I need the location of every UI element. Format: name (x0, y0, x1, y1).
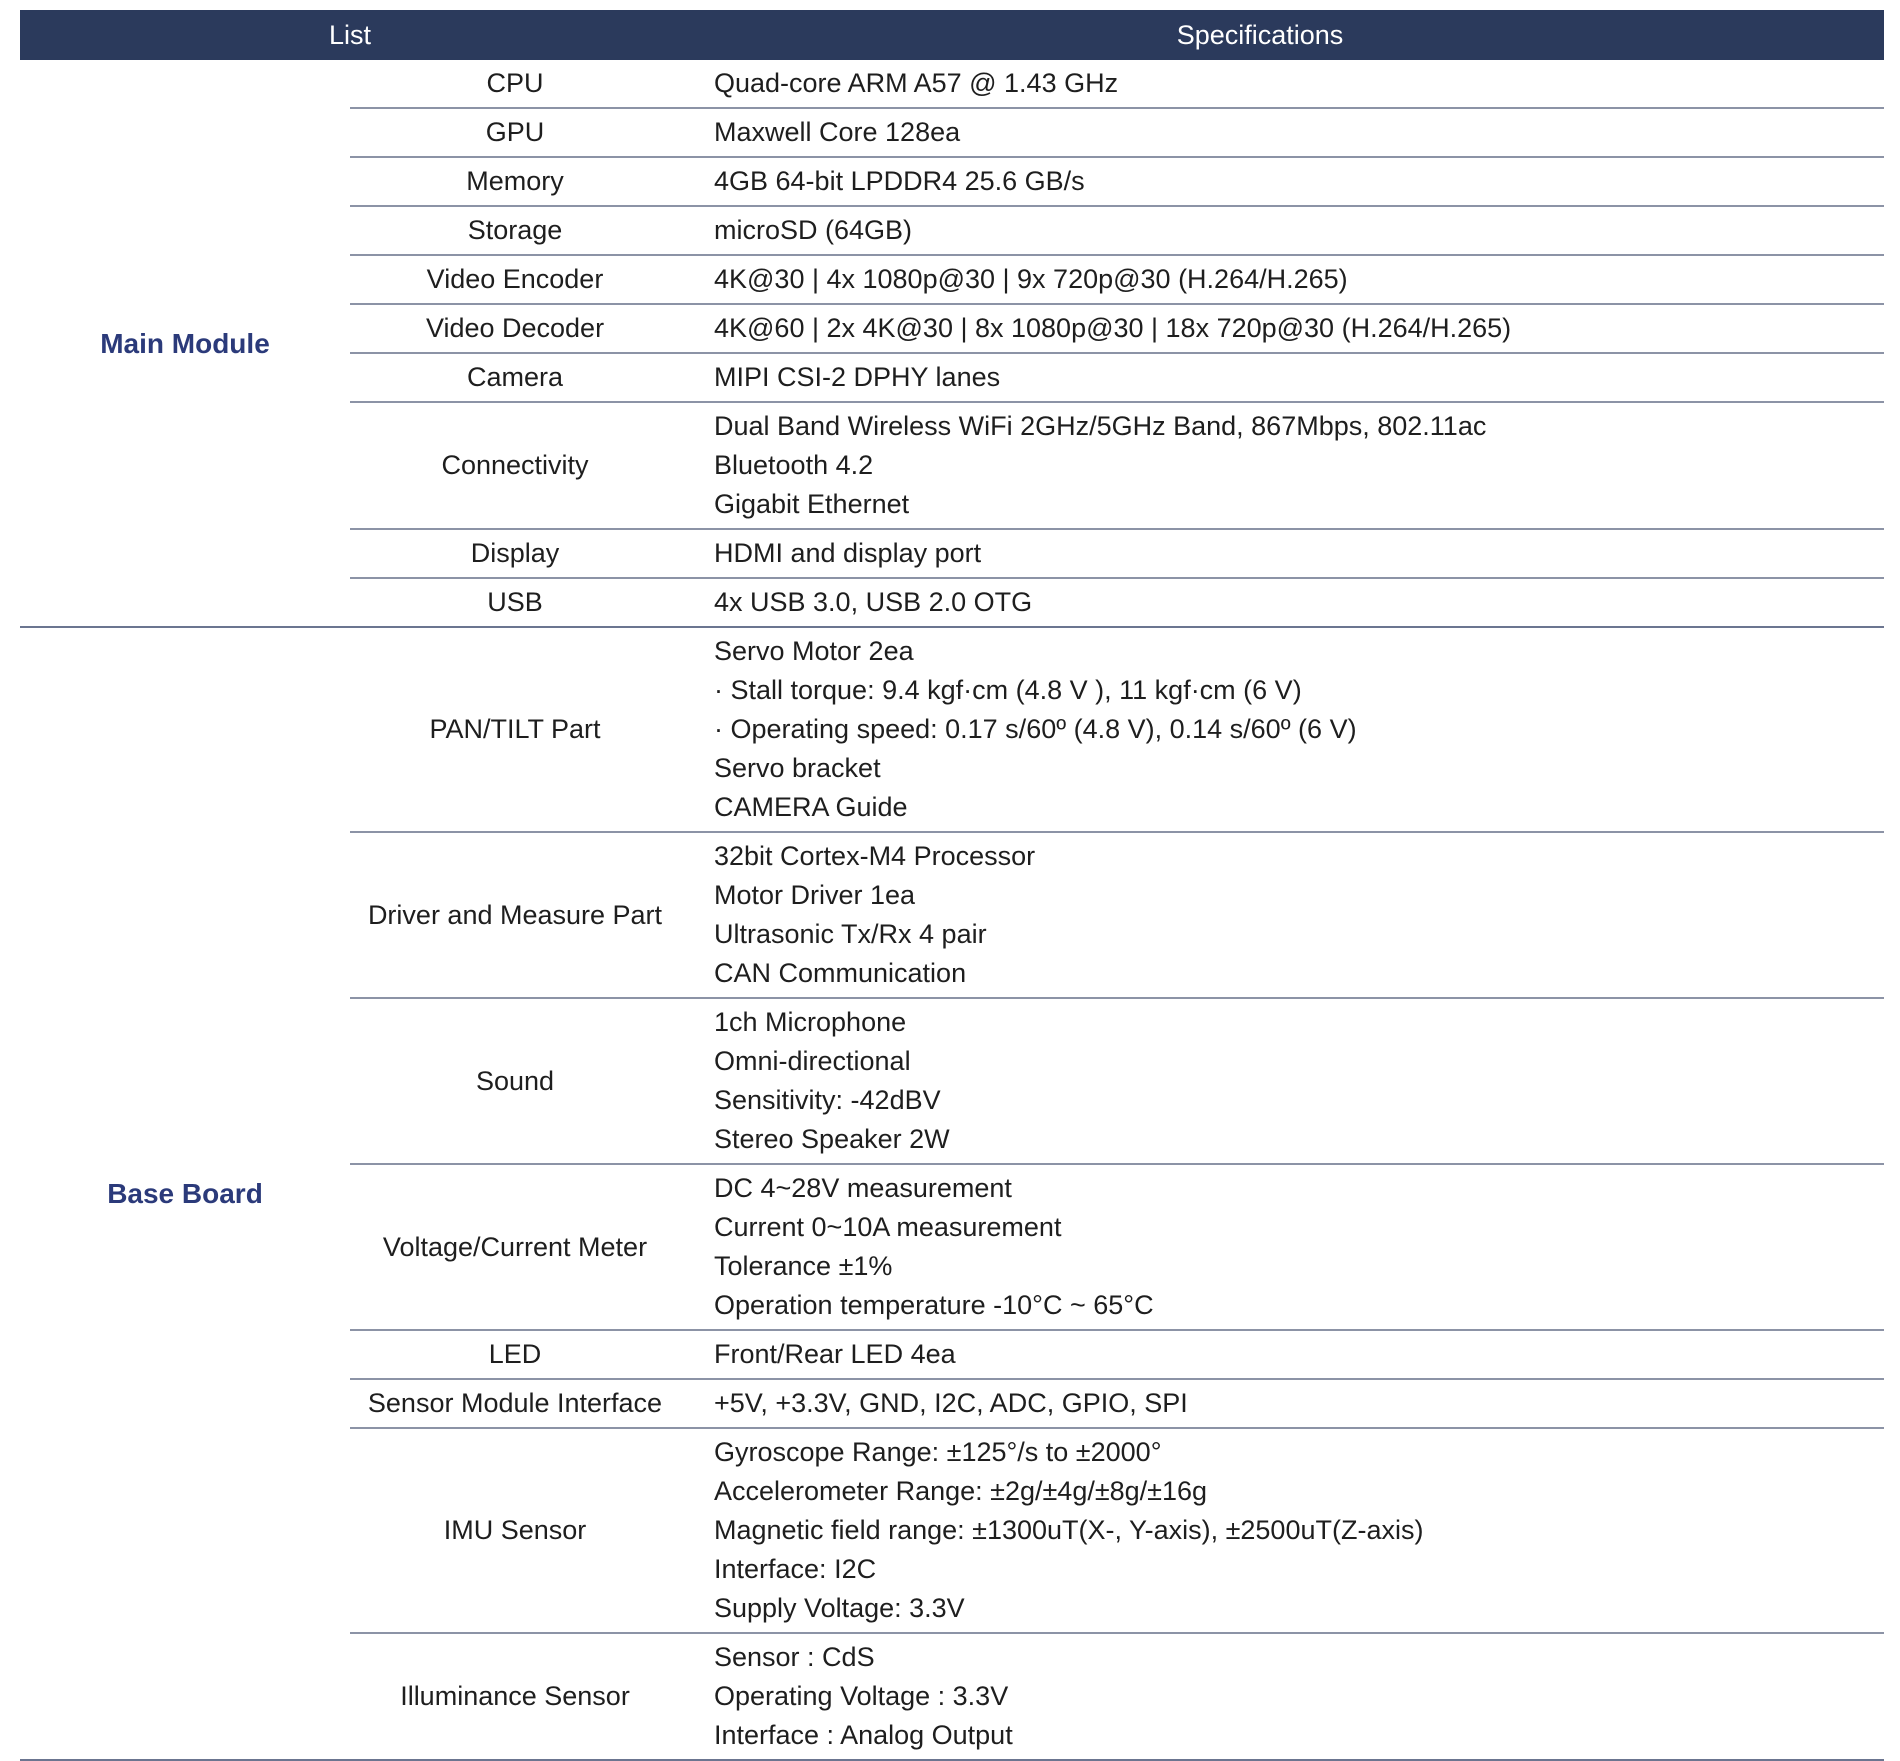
spec-item-label: Illuminance Sensor (350, 1633, 680, 1760)
spec-value-cell (680, 578, 1884, 627)
spec-item-label: USB (350, 578, 680, 627)
spec-value-cell (680, 998, 1884, 1164)
spec-value-line: Magnetic field range: ±1300uT(X-, Y-axis), ±2500uT(Z-axis) (714, 1515, 1424, 1545)
spec-value-line: · Operating speed: 0.17 s/60º (4.8 V), 0.14 s/60º (6 V) (714, 714, 1357, 744)
spec-value-line: Interface: I2C (714, 1554, 877, 1584)
spec-value-line: Dual Band Wireless WiFi 2GHz/5GHz Band, 867Mbps, 802.11ac (714, 411, 1487, 441)
table-row (20, 60, 1884, 108)
spec-value-cell (680, 529, 1884, 578)
header-list: List (20, 10, 680, 60)
spec-item-label: CPU (350, 60, 680, 108)
spec-value-line: +5V, +3.3V, GND, I2C, ADC, GPIO, SPI (714, 1388, 1188, 1418)
spec-value-line: Bluetooth 4.2 (714, 450, 874, 480)
table-body (20, 60, 1884, 1760)
spec-value-cell (680, 1330, 1884, 1379)
group-base-board: Base Board (20, 627, 350, 1760)
spec-value-line: 4GB 64-bit LPDDR4 25.6 GB/s (714, 166, 1085, 196)
spec-value-line: Sensitivity: -42dBV (714, 1085, 941, 1115)
spec-value-cell (680, 353, 1884, 402)
spec-value-line: HDMI and display port (714, 538, 982, 568)
spec-item-label: GPU (350, 108, 680, 157)
spec-value-cell (680, 1379, 1884, 1428)
spec-value-line: Omni-directional (714, 1046, 911, 1076)
spec-value-cell (680, 304, 1884, 353)
spec-item-label: Sensor Module Interface (350, 1379, 680, 1428)
spec-value-line: Maxwell Core 128ea (714, 117, 961, 147)
group-main-module: Main Module (20, 60, 350, 627)
table-row (20, 627, 1884, 832)
spec-value-line: Operating Voltage : 3.3V (714, 1681, 1009, 1711)
spec-item-label: Storage (350, 206, 680, 255)
header-specifications (680, 10, 1884, 60)
spec-value-line: CAN Communication (714, 958, 967, 988)
spec-value-line: DC 4~28V measurement (714, 1173, 1012, 1203)
spec-value-cell (680, 60, 1884, 108)
spec-item-label: Memory (350, 157, 680, 206)
spec-value-line: Servo bracket (714, 753, 881, 783)
spec-item-label: Connectivity (350, 402, 680, 529)
spec-value-line: Ultrasonic Tx/Rx 4 pair (714, 919, 987, 949)
spec-item-label: Driver and Measure Part (350, 832, 680, 998)
spec-item-label: Display (350, 529, 680, 578)
spec-value-line: · Stall torque: 9.4 kgf·cm (4.8 V ), 11 kgf·cm (6 V) (714, 675, 1302, 705)
spec-value-line: Operation temperature -10°C ~ 65°C (714, 1290, 1154, 1320)
spec-value-line: Accelerometer Range: ±2g/±4g/±8g/±16g (714, 1476, 1208, 1506)
spec-item-label: Video Encoder (350, 255, 680, 304)
spec-value-line: Current 0~10A measurement (714, 1212, 1062, 1242)
spec-value-cell (680, 402, 1884, 529)
spec-value-line: Interface : Analog Output (714, 1720, 1013, 1750)
spec-value-cell (680, 1633, 1884, 1760)
spec-value-line: Gyroscope Range: ±125°/s to ±2000° (714, 1437, 1162, 1467)
spec-value-line: Tolerance ±1% (714, 1251, 893, 1281)
header-specifications-label: Specifications (1176, 19, 1344, 50)
spec-value-line: 32bit Cortex-M4 Processor (714, 841, 1036, 871)
spec-value-line: Stereo Speaker 2W (714, 1124, 950, 1154)
spec-item-label: Camera (350, 353, 680, 402)
spec-value-line: Sensor : CdS (714, 1642, 875, 1672)
spec-value-line: 1ch Microphone (714, 1007, 907, 1037)
spec-value-line: 4K@60 | 2x 4K@30 | 8x 1080p@30 | 18x 720p@30 (H.264/H.265) (714, 313, 1512, 343)
specifications-table (20, 10, 1884, 1761)
spec-value-cell (680, 1164, 1884, 1330)
table-header (20, 10, 1884, 60)
spec-value-cell (680, 206, 1884, 255)
spec-value-line: 4K@30 | 4x 1080p@30 | 9x 720p@30 (H.264/H.265) (714, 264, 1348, 294)
spec-value-line: MIPI CSI-2 DPHY lanes (714, 362, 1001, 392)
spec-item-label: Voltage/Current Meter (350, 1164, 680, 1330)
spec-item-label: LED (350, 1330, 680, 1379)
spec-value-cell (680, 108, 1884, 157)
spec-value-line: 4x USB 3.0, USB 2.0 OTG (714, 587, 1033, 617)
spec-value-cell (680, 832, 1884, 998)
spec-value-cell (680, 255, 1884, 304)
spec-value-line: microSD (64GB) (714, 215, 913, 245)
spec-value-line: Supply Voltage: 3.3V (714, 1593, 965, 1623)
spec-value-cell (680, 627, 1884, 832)
spec-item-label: Sound (350, 998, 680, 1164)
spec-item-label: Video Decoder (350, 304, 680, 353)
spec-value-line: Motor Driver 1ea (714, 880, 916, 910)
spec-value-line: Quad-core ARM A57 @ 1.43 GHz (714, 68, 1119, 98)
spec-value-cell (680, 157, 1884, 206)
spec-value-line: CAMERA Guide (714, 792, 908, 822)
spec-item-label: PAN/TILT Part (350, 627, 680, 832)
spec-value-line: Front/Rear LED 4ea (714, 1339, 956, 1369)
spec-item-label: IMU Sensor (350, 1428, 680, 1633)
spec-value-cell (680, 1428, 1884, 1633)
spec-value-line: Gigabit Ethernet (714, 489, 910, 519)
spec-value-line: Servo Motor 2ea (714, 636, 914, 666)
